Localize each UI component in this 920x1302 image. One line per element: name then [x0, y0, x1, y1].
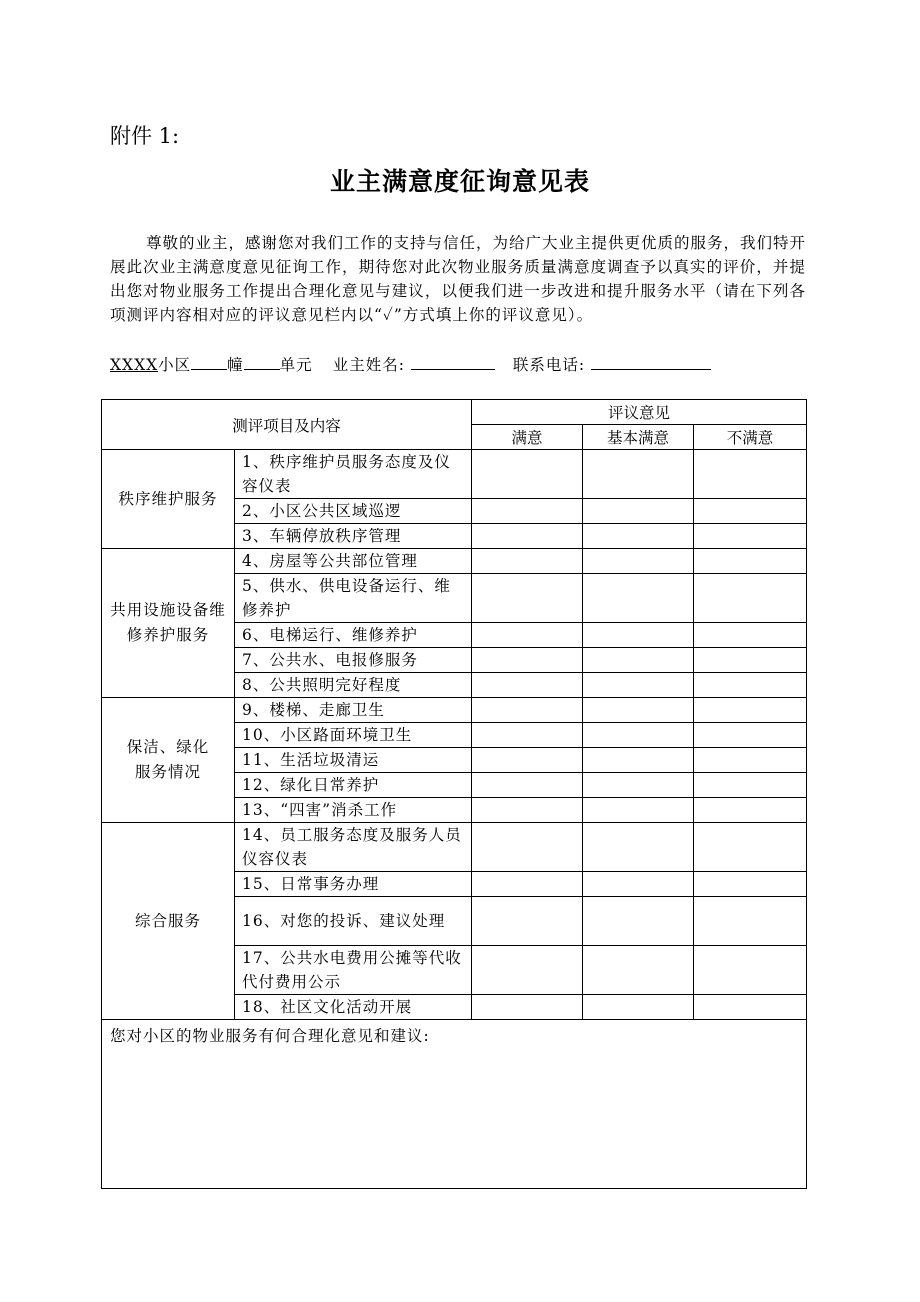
item-9: 9、楼梯、走廊卫生 [235, 698, 472, 723]
check-cell[interactable] [583, 872, 694, 897]
check-cell[interactable] [583, 648, 694, 673]
suggestion-box[interactable] [102, 1020, 807, 1189]
item-15: 15、日常事务办理 [235, 872, 472, 897]
check-cell[interactable] [472, 723, 583, 748]
estate-suffix: 小区 [158, 356, 192, 374]
header-option-basic: 基本满意 [583, 425, 694, 450]
phone-blank[interactable] [591, 354, 711, 370]
intro-paragraph [110, 231, 806, 327]
attachment-label: 附件 1: [110, 124, 180, 148]
item-6: 6、电梯运行、维修养护 [235, 623, 472, 648]
item-13: 13、“四害”消杀工作 [235, 798, 472, 823]
item-7: 7、公共水、电报修服务 [235, 648, 472, 673]
owner-name-blank[interactable] [411, 354, 495, 370]
check-cell[interactable] [694, 648, 807, 673]
check-cell[interactable] [694, 773, 807, 798]
estate-name: XXXX [110, 356, 159, 374]
check-cell[interactable] [472, 524, 583, 549]
check-cell[interactable] [472, 574, 583, 623]
check-cell[interactable] [583, 773, 694, 798]
check-cell[interactable] [694, 897, 807, 946]
suggestion-prompt: 您对小区的物业服务有何合理化意见和建议: [110, 1027, 430, 1045]
item-5: 5、供水、供电设备运行、维修养护 [235, 574, 472, 623]
category-order: 秩序维护服务 [102, 450, 235, 549]
check-cell[interactable] [694, 723, 807, 748]
check-cell[interactable] [583, 524, 694, 549]
check-cell[interactable] [694, 698, 807, 723]
survey-table [101, 399, 807, 1189]
check-cell[interactable] [472, 648, 583, 673]
check-cell[interactable] [583, 499, 694, 524]
check-cell[interactable] [472, 946, 583, 995]
header-opinion: 评议意见 [472, 400, 807, 425]
building-blank[interactable] [191, 354, 227, 370]
check-cell[interactable] [472, 897, 583, 946]
unit-blank[interactable] [244, 354, 280, 370]
check-cell[interactable] [583, 946, 694, 995]
check-cell[interactable] [472, 698, 583, 723]
check-cell[interactable] [694, 450, 807, 499]
item-10: 10、小区路面环境卫生 [235, 723, 472, 748]
intro-text: 尊敬的业主，感谢您对我们工作的支持与信任，为给广大业主提供更优质的服务，我们特开展此次业主满意度意见征询工作，期待您对此次物业服务质量满意度调查予以真实的评价，并提出您对物业服务工作提出合理化意见与建议，以便我们进一步改进和提升服务水平（请在下列各项测评内容相对应的评议意见栏内以“✓”方式填上你的评议意见）。 [110, 234, 807, 324]
check-cell[interactable] [694, 946, 807, 995]
item-3: 3、车辆停放秩序管理 [235, 524, 472, 549]
category-facilities [102, 549, 235, 698]
item-1: 1、秩序维护员服务态度及仪容仪表 [235, 450, 472, 499]
check-cell[interactable] [694, 748, 807, 773]
check-cell[interactable] [472, 549, 583, 574]
check-cell[interactable] [472, 872, 583, 897]
item-16: 16、对您的投诉、建议处理 [235, 897, 472, 946]
check-cell[interactable] [694, 524, 807, 549]
item-14: 14、员工服务态度及服务人员仪容仪表 [235, 823, 472, 872]
check-cell[interactable] [694, 823, 807, 872]
unit-label: 单元 [279, 356, 313, 374]
check-cell[interactable] [472, 623, 583, 648]
check-cell[interactable] [694, 995, 807, 1020]
item-8: 8、公共照明完好程度 [235, 673, 472, 698]
check-cell[interactable] [472, 798, 583, 823]
building-label: 幢 [227, 356, 244, 374]
check-cell[interactable] [583, 698, 694, 723]
category-general: 综合服务 [102, 823, 235, 1020]
check-cell[interactable] [694, 623, 807, 648]
category-cleaning-label: 保洁、绿化服务情况 [126, 738, 210, 781]
owner-info-line [110, 353, 711, 377]
check-cell[interactable] [694, 673, 807, 698]
check-cell[interactable] [472, 773, 583, 798]
check-cell[interactable] [472, 673, 583, 698]
check-cell[interactable] [583, 450, 694, 499]
check-cell[interactable] [583, 673, 694, 698]
check-cell[interactable] [472, 995, 583, 1020]
form-title: 业主满意度征询意见表 [329, 167, 590, 196]
check-cell[interactable] [583, 748, 694, 773]
check-cell[interactable] [583, 623, 694, 648]
check-cell[interactable] [472, 823, 583, 872]
header-option-satisfied: 满意 [472, 425, 583, 450]
check-cell[interactable] [583, 995, 694, 1020]
check-cell[interactable] [694, 798, 807, 823]
check-cell[interactable] [583, 823, 694, 872]
category-cleaning [102, 698, 235, 823]
check-cell[interactable] [694, 499, 807, 524]
item-17: 17、公共水电费用公摊等代收代付费用公示 [235, 946, 472, 995]
check-cell[interactable] [583, 897, 694, 946]
owner-name-label: 业主姓名: [332, 356, 405, 374]
item-2: 2、小区公共区域巡逻 [235, 499, 472, 524]
check-cell[interactable] [472, 450, 583, 499]
header-item: 测评项目及内容 [102, 400, 472, 450]
header-option-unsatisfied: 不满意 [694, 425, 807, 450]
check-cell[interactable] [583, 723, 694, 748]
check-cell[interactable] [583, 798, 694, 823]
check-cell[interactable] [583, 574, 694, 623]
check-cell[interactable] [472, 748, 583, 773]
item-12: 12、绿化日常养护 [235, 773, 472, 798]
check-cell[interactable] [694, 574, 807, 623]
item-18: 18、社区文化活动开展 [235, 995, 472, 1020]
item-11: 11、生活垃圾清运 [235, 748, 472, 773]
phone-label: 联系电话: [512, 356, 586, 374]
check-cell[interactable] [694, 872, 807, 897]
check-cell[interactable] [694, 549, 807, 574]
check-cell[interactable] [583, 549, 694, 574]
category-facilities-label: 共用设施设备维修养护服务 [110, 601, 226, 644]
item-4: 4、房屋等公共部位管理 [235, 549, 472, 574]
check-cell[interactable] [472, 499, 583, 524]
